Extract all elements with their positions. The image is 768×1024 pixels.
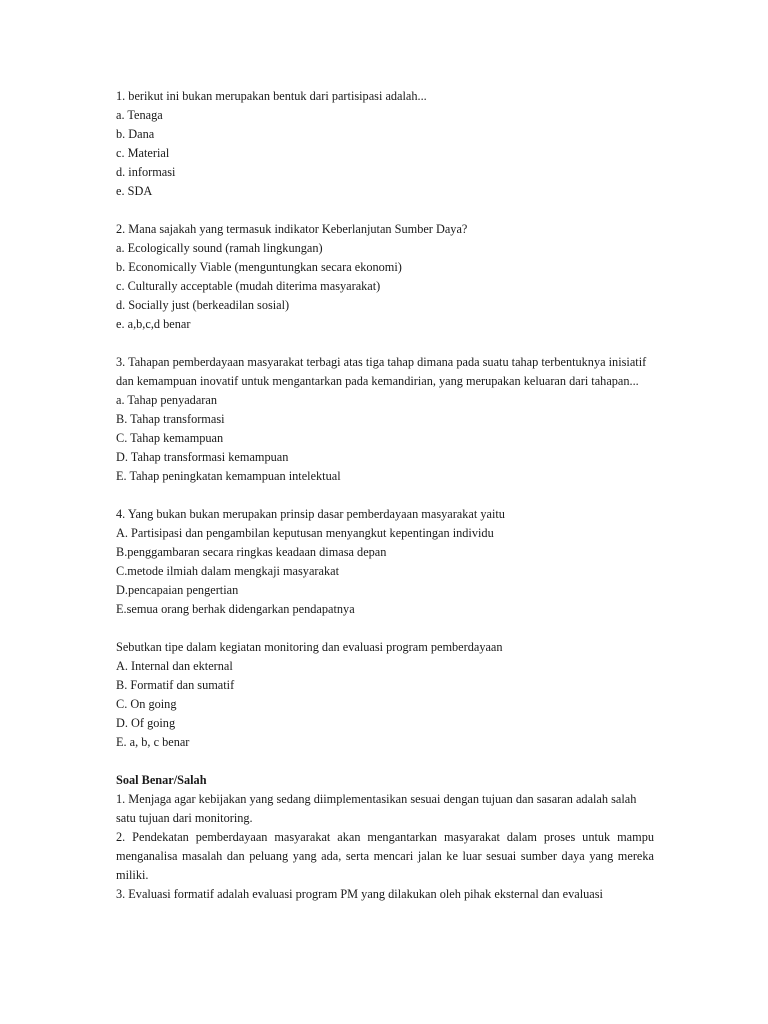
option-e: E. Tahap peningkatan kemampuan intelektual xyxy=(116,469,341,483)
option-d: d. Socially just (berkeadilan sosial) xyxy=(116,298,290,312)
option-d: d. informasi xyxy=(116,165,176,179)
option-a: a. Tahap penyadaran xyxy=(116,393,217,407)
option-b: b. Economically Viable (menguntungkan secara ekonomi) xyxy=(116,260,402,274)
option-c: c. Culturally acceptable (mudah diterima masyarakat) xyxy=(116,279,381,293)
spacer xyxy=(116,201,654,220)
option-d: D. Tahap transformasi kemampuan xyxy=(116,450,289,464)
option-a: a. Ecologically sound (ramah lingkungan) xyxy=(116,241,323,255)
question-text: Sebutkan tipe dalam kegiatan monitoring dan evaluasi program pemberdayaan xyxy=(116,640,503,654)
question-text: 1. berikut ini bukan merupakan bentuk dari partisipasi adalah... xyxy=(116,89,427,103)
option-b: B. Tahap transformasi xyxy=(116,412,225,426)
question-text: 3. Tahapan pemberdayaan masyarakat terbagi atas tiga tahap dimana pada suatu tahap terbentuknya inisiatif dan kemampuan inovatif untuk mengantarkan pada kemandirian, yang merupakan keluaran dari tahapan... xyxy=(116,355,647,388)
option-d: D. Of going xyxy=(116,716,176,730)
option-b: b. Dana xyxy=(116,127,155,141)
option-c: C.metode ilmiah dalam mengkaji masyarakat xyxy=(116,564,339,578)
question-text: 2. Mana sajakah yang termasuk indikator Keberlanjutan Sumber Daya? xyxy=(116,222,468,236)
question-5 xyxy=(116,638,654,752)
option-e: E.semua orang berhak didengarkan pendapatnya xyxy=(116,602,355,616)
statement-1: 1. Menjaga agar kebijakan yang sedang diimplementasikan sesuai dengan tujuan dan sasaran adalah salah satu tujuan dari monitoring. xyxy=(116,792,637,825)
spacer xyxy=(116,752,654,771)
option-b: B.penggambaran secara ringkas keadaan dimasa depan xyxy=(116,545,387,559)
question-2 xyxy=(116,220,654,334)
option-c: c. Material xyxy=(116,146,170,160)
option-d: D.pencapaian pengertian xyxy=(116,583,239,597)
question-text: 4. Yang bukan bukan merupakan prinsip dasar pemberdayaan masyarakat yaitu xyxy=(116,507,505,521)
option-e: e. a,b,c,d benar xyxy=(116,317,191,331)
question-3 xyxy=(116,353,654,486)
option-a: a. Tenaga xyxy=(116,108,163,122)
question-1 xyxy=(116,87,654,201)
option-c: C. On going xyxy=(116,697,177,711)
statement-2: 2. Pendekatan pemberdayaan masyarakat akan mengantarkan masyarakat dalam proses untuk mampu menganalisa masalah dan peluang yang ada, serta mencari jalan ke luar sesuai sumber daya yang mereka miliki. xyxy=(116,830,654,882)
spacer xyxy=(116,486,654,505)
option-a: A. Internal dan ekternal xyxy=(116,659,233,673)
option-e: E. a, b, c benar xyxy=(116,735,190,749)
document-page xyxy=(116,87,654,904)
question-4 xyxy=(116,505,654,619)
spacer xyxy=(116,619,654,638)
spacer xyxy=(116,334,654,353)
section-heading: Soal Benar/Salah xyxy=(116,773,207,787)
statement-3: 3. Evaluasi formatif adalah evaluasi program PM yang dilakukan oleh pihak eksternal dan evaluasi xyxy=(116,887,603,901)
option-e: e. SDA xyxy=(116,184,153,198)
option-c: C. Tahap kemampuan xyxy=(116,431,224,445)
option-a: A. Partisipasi dan pengambilan keputusan menyangkut kepentingan individu xyxy=(116,526,494,540)
option-b: B. Formatif dan sumatif xyxy=(116,678,235,692)
true-false-section xyxy=(116,771,654,904)
